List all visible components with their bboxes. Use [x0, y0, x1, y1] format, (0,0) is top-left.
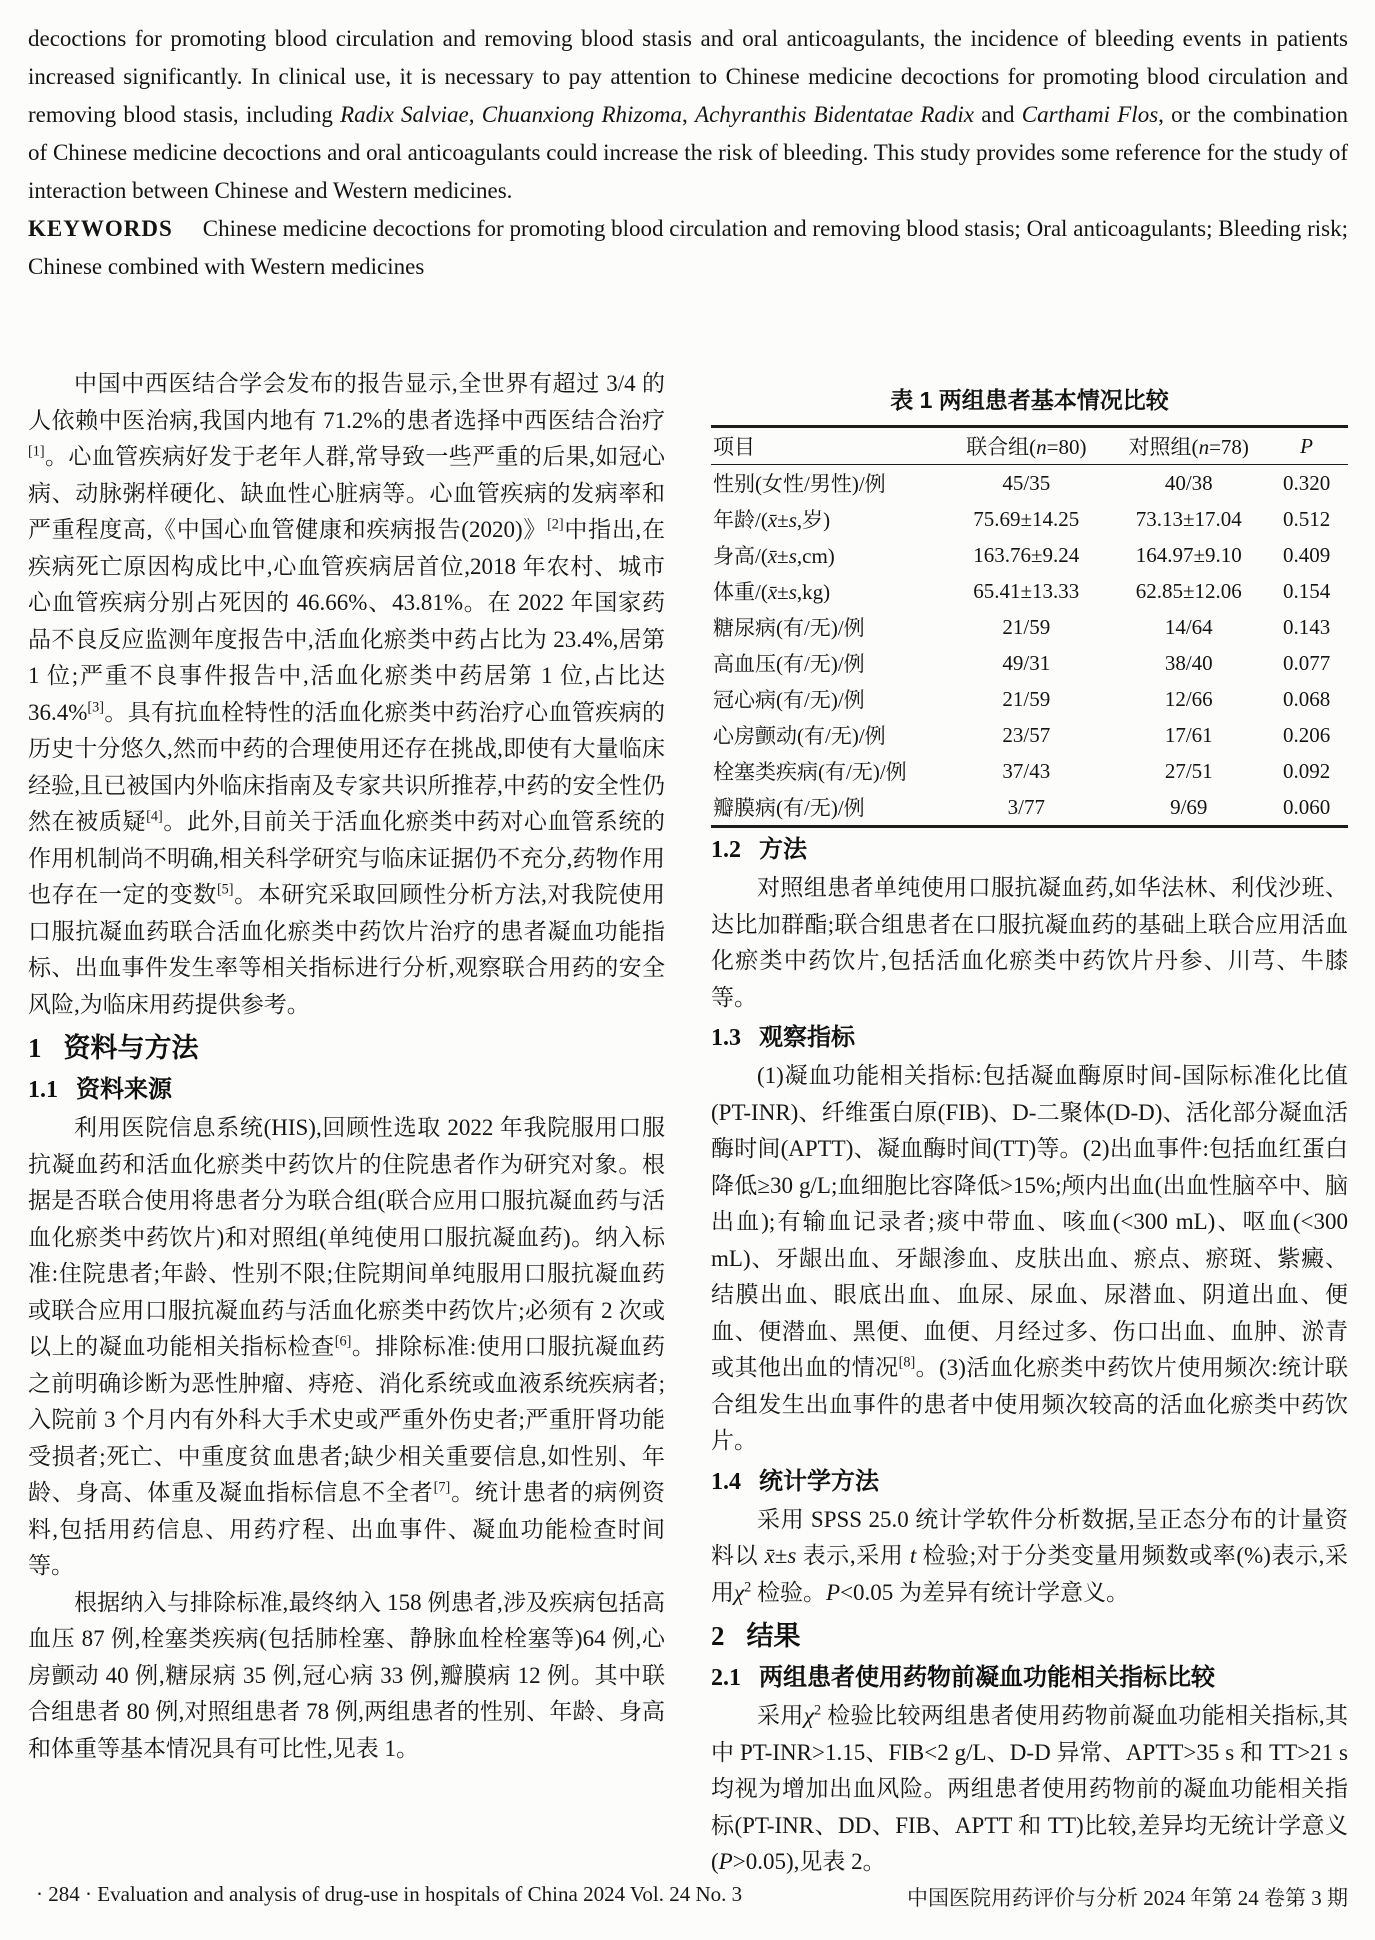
section-number: 1.4 [711, 1468, 741, 1495]
table-cell: 身高/(x̄±s,cm) [713, 544, 835, 568]
table-cell: 0.206 [1282, 722, 1331, 747]
section-title: 统计学方法 [759, 1467, 879, 1495]
table-row [711, 609, 1348, 645]
table-cell: 38/40 [1164, 650, 1213, 675]
methods-paragraph: 对照组患者单纯使用口服抗凝血药,如华法林、利伐沙班、达比加群酯;联合组患者在口服抗凝血药的基础上联合应用活血化瘀类中药饮片,包括活血化瘀类中药饮片丹参、川芎、牛膝等。 [711, 875, 1348, 1010]
table-cell: 12/66 [1164, 686, 1213, 711]
table-body [711, 465, 1348, 827]
table-cell: 冠心病(有/无)/例 [713, 688, 865, 712]
section-heading-indicators [711, 1020, 1348, 1056]
section-title: 两组患者使用药物前凝血功能相关指标比较 [759, 1664, 1215, 1691]
table-cell: 62.85±12.06 [1135, 578, 1242, 603]
section-heading-data-source [28, 1072, 665, 1108]
table-cell: 73.13±17.04 [1135, 506, 1242, 531]
two-column-body [28, 366, 1348, 1881]
table-cell: 21/59 [1002, 614, 1051, 639]
table1-grid [711, 425, 1348, 828]
results-paragraph: 采用$\chi^2$ 检验比较两组患者使用药物前凝血功能相关指标,其中 PT-INR>1.15、FIB<2 g/L、D-D 异常、APTT>35 s 和 TT>21 s 均视为增加出血风险。两组患者使用药物前的凝血功能相关指标(PT-INR、DD、FIB、APTT 和 TT)比较,差异均无统计学意义(P>0.05),见表 2。 [711, 1702, 1349, 1874]
table-row [711, 501, 1348, 537]
table-cell: 年龄/(x̄±s,岁) [713, 508, 831, 532]
table-cell: 163.76±9.24 [973, 542, 1080, 567]
section-heading-results [711, 1616, 1348, 1656]
table-cell: 17/61 [1164, 722, 1213, 747]
section-title: 方法 [759, 836, 807, 863]
section-number: 1.2 [711, 837, 741, 863]
table-cell: 0.060 [1282, 794, 1331, 819]
table-cell: 65.41±13.33 [973, 578, 1080, 603]
table-header-row [711, 427, 1348, 465]
section-title: 观察指标 [759, 1024, 855, 1051]
keywords-label: KEYWORDS [28, 216, 173, 241]
table-cell: 49/31 [1002, 650, 1051, 675]
table-header-cell: 项目 [713, 435, 755, 459]
section-heading-results-comparison [711, 1660, 1348, 1696]
page-footer [36, 1882, 1348, 1912]
english-abstract [28, 20, 1348, 286]
table-cell: 高血压(有/无)/例 [713, 652, 865, 676]
table-cell: 0.320 [1282, 470, 1331, 495]
table-row [711, 681, 1348, 717]
indicators-paragraph: (1)凝血功能相关指标:包括凝血酶原时间-国际标准化比值(PT-INR)、纤维蛋白原(FIB)、D-二聚体(D-D)、活化部分凝血活酶时间(APTT)、凝血酶时间(TT)等。(2)出血事件:包括血红蛋白降低≥30 g/L;血细胞比容降低>15%;颅内出血(出血性脑卒中、脑出血);有输血记录者;痰中带血、咳血(<300 mL)、呕血(<300 mL)、牙龈出血、牙龈渗血、皮肤出血、瘀点、瘀斑、紫癜、结膜出血、眼底出血、血尿、尿血、尿潜血、阴道出血、便血、便潜血、黑便、血便、月经过多、伤口出血、血肿、淤青或其他出血的情况[8]。(3)活血化瘀类中药饮片使用频次:统计联合组发生出血事件的患者中使用频次较高的活血化瘀类中药饮片。 [711, 1063, 1348, 1453]
table-row [711, 717, 1348, 753]
table-cell: 27/51 [1164, 758, 1213, 783]
table-cell: 0.409 [1282, 542, 1331, 567]
table-cell: 40/38 [1164, 470, 1213, 495]
keywords-paragraph [28, 210, 1348, 286]
table-cell: 75.69±14.25 [973, 506, 1080, 531]
table-cell: 45/35 [1002, 470, 1051, 495]
table-cell: 0.077 [1282, 650, 1331, 675]
table-cell: 心房颤动(有/无)/例 [713, 724, 886, 748]
table-cell: 体重/(x̄±s,kg) [713, 580, 831, 604]
section-heading-materials-methods [28, 1028, 665, 1068]
section-title: 资料来源 [76, 1076, 172, 1103]
table-cell: 0.092 [1282, 758, 1331, 783]
statistics-paragraph: 采用 SPSS 25.0 统计学软件分析数据,呈正态分布的计量资料以 x̄±s 表示,采用 t 检验;对于分类变量用频数或率(%)表示,采用$\chi^2$ 检验。P<0.05 为差异有统计学意义。 [711, 1506, 1349, 1605]
keywords-text: Chinese medicine decoctions for promoting blood circulation and removing blood stasis; Oral anticoagulants; Bleeding risk; Chinese combined with Western medicines [28, 216, 1348, 279]
table-cell: 23/57 [1002, 722, 1051, 747]
section-title: 资料与方法 [63, 1033, 199, 1063]
section-number: 1.3 [711, 1025, 741, 1051]
table-cell: 21/59 [1002, 686, 1051, 711]
section-number: 1 [28, 1033, 42, 1063]
table1 [711, 382, 1348, 828]
table-cell: 9/69 [1170, 794, 1208, 819]
table-header-cell: P [1300, 433, 1313, 458]
table-row [711, 465, 1348, 502]
table-cell: 14/64 [1164, 614, 1213, 639]
table-header-cell: 联合组(n=80) [966, 435, 1087, 459]
section-heading-statistics [711, 1464, 1348, 1500]
intro-paragraph: 中国中西医结合学会发布的报告显示,全世界有超过 3/4 的人依赖中医治病,我国内地有 71.2%的患者选择中西医结合治疗[1]。心血管疾病好发于老年人群,常导致一些严重的后果,如冠心病、动脉粥样硬化、缺血性心脏病等。心血管疾病的发病率和严重程度高,《中国心血管健康和疾病报告(2020)》[2]中指出,在疾病死亡原因构成比中,心血管疾病居首位,2018 年农村、城市心血管疾病分别占死因的 46.66%、43.81%。在 2022 年国家药品不良反应监测年度报告中,活血化瘀类中药占比为 23.4%,居第 1 位;严重不良事件报告中,活血化瘀类中药居第 1 位,占比达 36.4%[3]。具有抗血栓特性的活血化瘀类中药治疗心血管疾病的历史十分悠久,然而中药的合理使用还存在挑战,即使有大量临床经验,且已被国内外临床指南及专家共识所推荐,中药的安全性仍然在被质疑[4]。此外,目前关于活血化瘀类中药对心血管系统的作用机制尚不明确,相关科学研究与临床证据仍不充分,药物作用也存在一定的变数[5]。本研究采取回顾性分析方法,对我院使用口服抗凝血药联合活血化瘀类中药饮片治疗的患者凝血功能指标、出血事件发生率等相关指标进行分析,观察联合用药的安全风险,为临床用药提供参考。 [28, 371, 666, 1017]
table-cell: 性别(女性/男性)/例 [713, 472, 886, 496]
table1-title: 表 1 两组患者基本情况比较 [890, 387, 1169, 413]
data-source-paragraph-1: 利用医院信息系统(HIS),回顾性选取 2022 年我院服用口服抗凝血药和活血化瘀类中药饮片的住院患者作为研究对象。根据是否联合使用将患者分为联合组(联合应用口服抗凝血药与活血化瘀类中药饮片)和对照组(单纯使用口服抗凝血药)。纳入标准:住院患者;年龄、性别不限;住院期间单纯服用口服抗凝血药或联合应用口服抗凝血药与活血化瘀类中药饮片;必须有 2 次或以上的凝血功能相关指标检查[6]。排除标准:使用口服抗凝血药之前明确诊断为恶性肿瘤、痔疮、消化系统或血液系统疾病者;入院前 3 个月内有外科大手术史或严重外伤史者;严重肝肾功能受损者;死亡、中重度贫血患者;缺少相关重要信息,如性别、年龄、身高、体重及凝血指标信息不全者[7]。统计患者的病例资料,包括用药信息、用药疗程、出血事件、凝血功能检查时间等。 [28, 1115, 666, 1578]
footer-english: · 284 · Evaluation and analysis of drug-use in hospitals of China 2024 Vol. 24 No. 3 [36, 1882, 743, 1906]
table-row [711, 789, 1348, 827]
table-cell: 0.512 [1282, 506, 1331, 531]
table-cell: 164.97±9.10 [1135, 542, 1242, 567]
table-cell: 栓塞类疾病(有/无)/例 [713, 760, 907, 784]
table-row [711, 573, 1348, 609]
table-cell: 0.068 [1282, 686, 1331, 711]
table-row [711, 537, 1348, 573]
table-cell: 糖尿病(有/无)/例 [713, 616, 865, 640]
left-column [28, 366, 665, 1881]
section-title: 结果 [746, 1621, 801, 1651]
table-row [711, 753, 1348, 789]
table-cell: 3/77 [1007, 794, 1045, 819]
table-cell: 0.154 [1282, 578, 1331, 603]
table-cell: 瓣膜病(有/无)/例 [713, 796, 865, 820]
table-cell: 37/43 [1002, 758, 1051, 783]
table-cell: 0.143 [1282, 614, 1331, 639]
section-heading-methods [711, 832, 1348, 868]
table-row [711, 645, 1348, 681]
section-number: 2.1 [711, 1665, 741, 1691]
right-column [711, 366, 1348, 1881]
abstract-paragraph: decoctions for promoting blood circulation and removing blood stasis and oral anticoagulants, the incidence of bleeding events in patients increased significantly. In clinical use, it is necessary to pay attention to Chinese medicine decoctions for promoting blood circulation and removing blood stasis, including Radix Salviae, Chuanxiong Rhizoma, Achyranthis Bidentatae Radix and Carthami Flos, or the combination of Chinese medicine decoctions and oral anticoagulants could increase the risk of bleeding. This study provides some reference for the study of interaction between Chinese and Western medicines. [28, 26, 1348, 203]
footer-chinese: 中国医院用药评价与分析 2024 年第 24 卷第 3 期 [907, 1886, 1348, 1910]
table-header-cell: 对照组(n=78) [1128, 435, 1249, 459]
section-number: 1.1 [28, 1077, 58, 1103]
section-number: 2 [711, 1621, 725, 1651]
data-source-paragraph-2: 根据纳入与排除标准,最终纳入 158 例患者,涉及疾病包括高血压 87 例,栓塞类疾病(包括肺栓塞、静脉血栓栓塞等)64 例,心房颤动 40 例,糖尿病 35 例,冠心病 33 例,瓣膜病 12 例。其中联合组患者 80 例,对照组患者 78 例,两组患者的性别、年龄、身高和体重等基本情况具有可比性,见表 1。 [28, 1589, 665, 1761]
